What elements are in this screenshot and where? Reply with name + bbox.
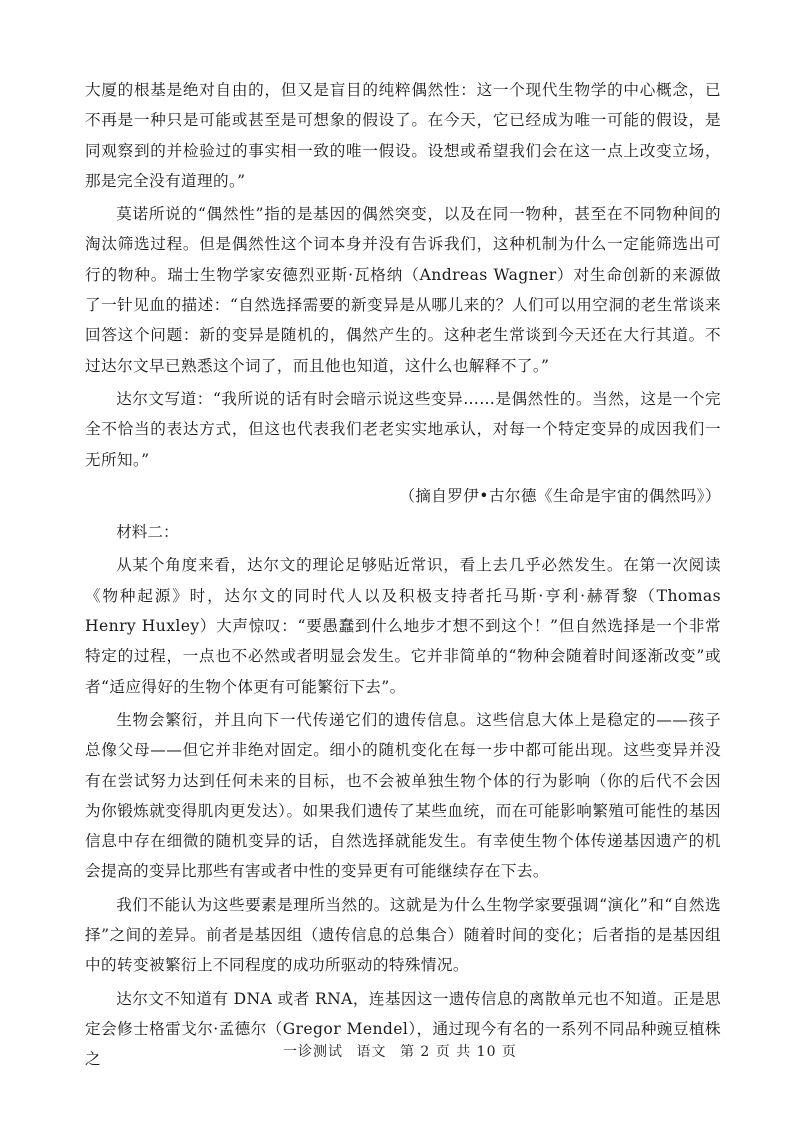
paragraph-6: 我们不能认为这些要素是理所当然的。这就是为什么生物学家要强调“演化”和“自然选择”之间的差异。前者是基因组（遗传信息的总集合）随着时间的变化；后者指的是基因组中的转变被繁衍上不同程度的成功所驱动的特殊情况。 [85, 895, 721, 975]
footer-exam: 一诊测试 [283, 1044, 344, 1060]
page-footer [0, 1041, 800, 1061]
paragraph-1: 大厦的根基是绝对自由的，但又是盲目的纯粹偶然性：这一个现代生物学的中心概念，已不再是一种只是可能或甚至是可想象的假设了。在今天，它已经成为唯一可能的假设，是同观察到的并检验过的事实相一致的唯一假设。设想或希望我们会在这一点上改变立场，那是完全没有道理的。” [85, 81, 721, 190]
paragraph-4: 从某个角度来看，达尔文的理论足够贴近常识，看上去几乎必然发生。在第一次阅读《物种起源》时，达尔文的同时代人以及积极支持者托马斯·亨利·赫胥黎（Thomas Henry Huxley）大声惊叹：“要愚蠢到什么地步才想不到这个！”但自然选择是一个非常特定的过程，一点也不必然或者明显会发生。它并非简单的“物种会随着时间逐渐改变”或者“适应得好的生物个体更有可能繁衍下去”。 [85, 556, 721, 696]
paragraph-7: 达尔文不知道有 DNA 或者 RNA，连基因这一遗传信息的离散单元也不知道。正是思定会修士格雷戈尔·孟德尔（Gregor Mendel），通过现今有名的一系列不同品种豌豆植株之 [85, 989, 721, 1069]
footer-subject: 语文 [356, 1044, 387, 1060]
material-2-label: 材料二： [116, 523, 179, 542]
paragraph-2: 莫诺所说的“偶然性”指的是基因的偶然突变，以及在同一物种，甚至在不同物种间的淘汰筛选过程。但是偶然性这个词本身并没有告诉我们，这种机制为什么一定能筛选出可行的物种。瑞士生物学家安德烈亚斯·瓦格纳（Andreas Wagner）对生命创新的来源做了一针见血的描述：“自然选择需要的新变异是从哪儿来的？人们可以用空洞的老生常谈来回答这个问题：新的变异是随机的，偶然产生的。这种老生常谈到今天还在大行其道。不过达尔文早已熟悉这个词了，而且他也知道，这什么也解释不了。” [85, 205, 721, 375]
footer-page-info: 第 2 页 共 10 页 [399, 1044, 517, 1060]
source-citation: （摘自罗伊•古尔德《生命是宇宙的偶然吗》） [399, 486, 721, 505]
paragraph-3: 达尔文写道：“我所说的话有时会暗示说这些变异……是偶然性的。当然，这是一个完全不恰当的表达方式，但这也代表我们老老实实地承认，对每一个特定变异的成因我们一无所知。” [85, 389, 721, 469]
paragraph-5: 生物会繁衍，并且向下一代传递它们的遗传信息。这些信息大体上是稳定的——孩子总像父母——但它并非绝对固定。细小的随机变化在每一步中都可能出现。这些变异并没有在尝试努力达到任何未来的目标，也不会被单独生物个体的行为影响（你的后代不会因为你锻炼就变得肌肉更发达）。如果我们遗传了某些血统，而在可能影响繁殖可能性的基因信息中存在细微的随机变异的话，自然选择就能发生。有幸使生物个体传递基因遗产的机会提高的变异比那些有害或者中性的变异更有可能继续存在下去。 [85, 710, 721, 881]
document-body [85, 75, 721, 1078]
